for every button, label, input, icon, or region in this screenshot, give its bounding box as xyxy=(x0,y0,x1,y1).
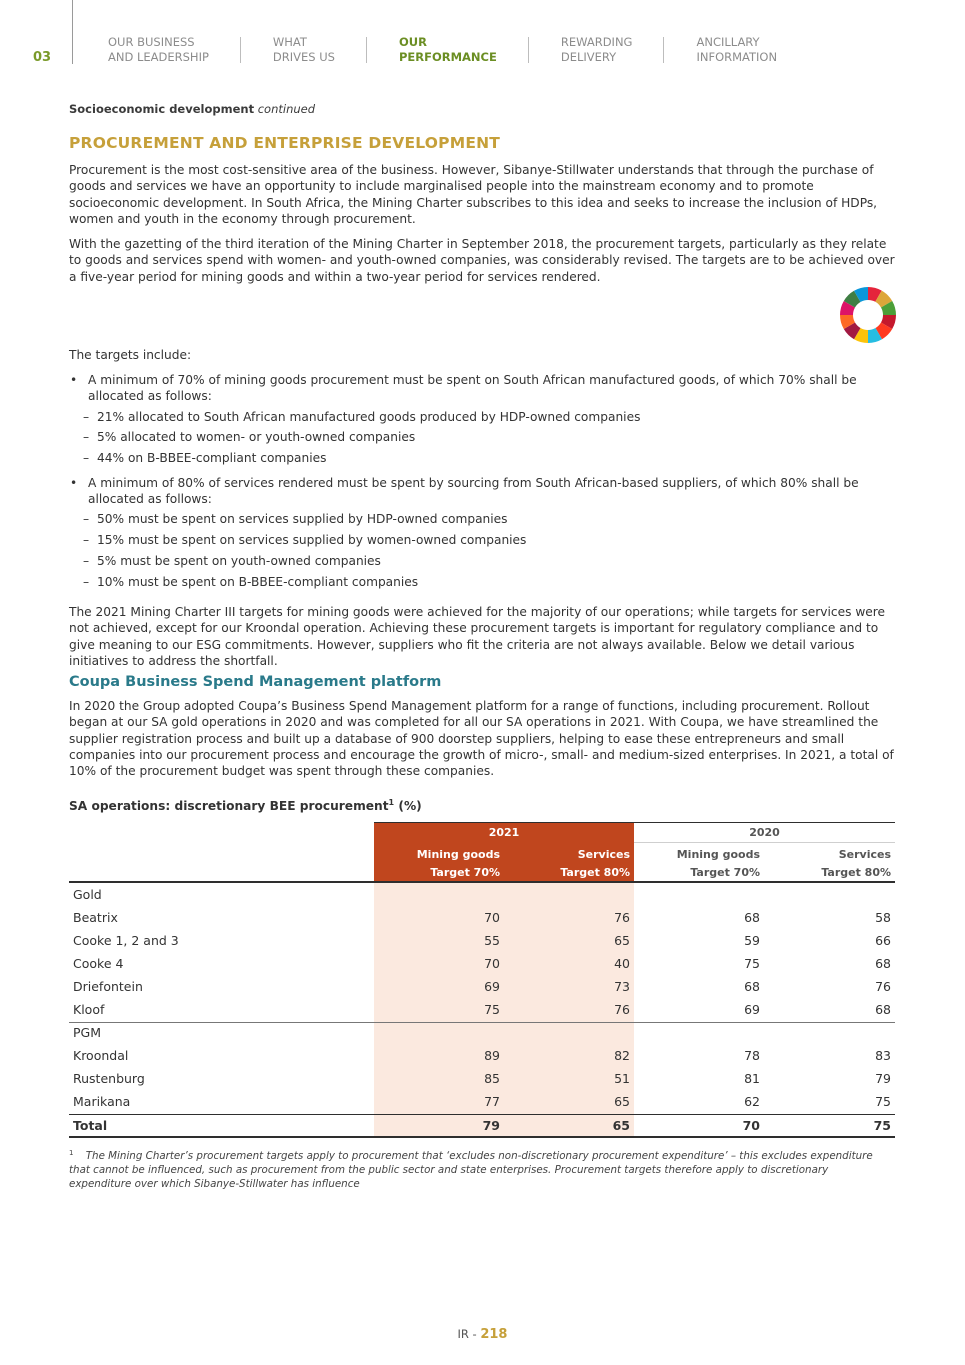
subsection-title: Coupa Business Spend Management platform xyxy=(69,674,442,690)
cell-value: 68 xyxy=(744,910,760,925)
nav-our-performance[interactable]: OUR PERFORMANCE xyxy=(399,35,529,65)
cell-value: 82 xyxy=(614,1048,630,1063)
cell-value: 79 xyxy=(875,1071,891,1086)
group-divider xyxy=(69,1022,895,1023)
row-label: Marikana xyxy=(73,1094,131,1109)
cell-value: 62 xyxy=(744,1094,760,1109)
page-number xyxy=(0,1327,965,1342)
cell-value: 65 xyxy=(614,933,630,948)
year-divider xyxy=(634,842,895,843)
cell-value: 76 xyxy=(875,979,891,994)
chapter-number: 03 xyxy=(33,50,52,65)
bullet-text: • A minimum of 70% of mining goods procurement must be spent on South African manufactured goods, of which 70% shall be allocated as follows: xyxy=(69,372,869,405)
row-label: Kroondal xyxy=(73,1048,129,1063)
paragraph-intro: Procurement is the most cost-sensitive area of the business. However, Sibanye-Stillwater understands that through the purchase of goods and services we have an opportunity to include marginalised people into the mainstream economy and to promote socioeconomic development. In South Africa, the Mining Charter subscribes to this idea and seeks to increase the inclusion of HDPs, women and youth in the economy through procurement. xyxy=(69,163,878,226)
cell-value: 81 xyxy=(744,1071,760,1086)
sub-bullet: – 5% allocated to women- or youth-owned companies xyxy=(69,429,897,445)
cell-value: 76 xyxy=(614,1002,630,1017)
cell-value: 75 xyxy=(873,1118,891,1133)
cell-value: 76 xyxy=(614,910,630,925)
cell-value: 79 xyxy=(482,1118,500,1133)
breadcrumb xyxy=(69,102,897,116)
breadcrumb-suffix: continued xyxy=(257,102,316,116)
paragraph-results: The 2021 Mining Charter III targets for mining goods were achieved for the majority of our operations; while targets for services were not achieved, except for our Kroondal operation. Achieving these procurement targets is important for regulatory compliance and to give meaning to our ESG commitments. However, suppliers who fit the criteria are not always available. Below we detail various initiatives to address the shortfall. xyxy=(69,605,886,668)
table-title xyxy=(69,798,897,813)
row-label: Driefontein xyxy=(73,979,143,994)
sub-bullet: – 21% allocated to South African manufactured goods produced by HDP-owned companies xyxy=(69,409,897,425)
sub-bullet: – 44% on B-BBEE-compliant companies xyxy=(69,450,897,466)
col-header: Mining goods xyxy=(676,848,760,861)
row-label: Beatrix xyxy=(73,910,118,925)
cell-value: 75 xyxy=(875,1094,891,1109)
row-label: Cooke 1, 2 and 3 xyxy=(73,933,179,948)
breadcrumb-section: Socioeconomic development xyxy=(69,102,255,116)
nav-ancillary-information[interactable]: ANCILLARY INFORMATION xyxy=(696,35,778,64)
page-title: PROCUREMENT AND ENTERPRISE DEVELOPMENT xyxy=(69,134,501,152)
cell-value: 69 xyxy=(484,979,500,994)
paragraph-charter: With the gazetting of the third iteration of the Mining Charter in September 2018, the procurement targets, particularly as they relate to goods and services spend with women- and youth-owned companies, was considerably revised. The targets are to be achieved over a five-year period for mining goods and within a two-year period for services rendered. xyxy=(69,237,895,284)
footnote xyxy=(69,1146,889,1191)
nav-what-drives-us[interactable]: WHAT DRIVES US xyxy=(273,35,367,65)
paragraph-coupa: In 2020 the Group adopted Coupa’s Business Spend Management platform for a range of functions, including procurement. Rollout began at our SA gold operations in 2020 and was completed for all our SA operations in 2021. With Coupa, we have streamlined the supplier registration process and built up a database of 900 doorstep suppliers, helping to ease these entrepreneurs and small companies into our procurement process and encourage the growth of micro-, small- and medium-sized enterprises. In 2021, a total of 10% of the procurement budget was spent through these companies. xyxy=(69,699,894,779)
nav-our-business[interactable]: OUR BUSINESS AND LEADERSHIP xyxy=(108,35,241,65)
col-target: Target 70% xyxy=(690,866,760,879)
targets-list xyxy=(69,372,897,598)
cell-value: 73 xyxy=(614,979,630,994)
cell-value: 69 xyxy=(744,1002,760,1017)
sub-bullet: – 50% must be spent on services supplied by HDP-owned companies xyxy=(69,511,897,527)
header-bottom-rule xyxy=(69,881,895,883)
table-top-rule xyxy=(374,822,895,823)
group-label-pgm: PGM xyxy=(73,1025,102,1040)
col-target: Target 70% xyxy=(430,866,500,879)
col-target: Target 80% xyxy=(821,866,891,879)
footnote-marker: 1 xyxy=(69,1149,74,1157)
row-label: Kloof xyxy=(73,1002,105,1017)
table-title-text: SA operations: discretionary BEE procurement xyxy=(69,799,389,814)
sub-bullet: – 10% must be spent on B-BBEE-compliant companies xyxy=(69,574,897,590)
row-label: Rustenburg xyxy=(73,1071,145,1086)
cell-value: 58 xyxy=(875,910,891,925)
cell-value: 55 xyxy=(484,933,500,948)
header-divider xyxy=(72,0,73,64)
row-label: Cooke 4 xyxy=(73,956,124,971)
cell-value: 70 xyxy=(484,910,500,925)
col-target: Target 80% xyxy=(560,866,630,879)
group-label-gold: Gold xyxy=(73,887,102,902)
cell-value: 68 xyxy=(875,956,891,971)
sub-bullet: – 5% must be spent on youth-owned companies xyxy=(69,553,897,569)
cell-value: 70 xyxy=(742,1118,760,1133)
cell-value: 68 xyxy=(744,979,760,994)
year-2021: 2021 xyxy=(488,826,520,839)
footnote-text: The Mining Charter’s procurement targets apply to procurement that ‘excludes non-discretionary procurement expenditure’ – this excludes expenditure that cannot be influenced, such as procurement from the public sector and state enterprises. Procurement targets therefore apply to discretionary expenditure over which Sibanye-Stillwater has influence xyxy=(69,1150,873,1191)
cell-value: 75 xyxy=(484,1002,500,1017)
bullet-text: • A minimum of 80% of services rendered must be spent by sourcing from South African-based suppliers, of which 80% shall be allocated as follows: xyxy=(69,475,869,508)
page-prefix: IR - xyxy=(457,1327,481,1341)
cell-value: 59 xyxy=(744,933,760,948)
cell-value: 77 xyxy=(484,1094,500,1109)
cell-value: 40 xyxy=(614,956,630,971)
chapter-nav xyxy=(108,35,777,65)
page-number-value: 218 xyxy=(480,1327,508,1342)
sdg-wheel-icon xyxy=(839,286,897,344)
year-2020: 2020 xyxy=(749,826,780,839)
cell-value: 85 xyxy=(484,1071,500,1086)
cell-value: 68 xyxy=(875,1002,891,1017)
list-item xyxy=(69,372,897,467)
list-item xyxy=(69,475,897,591)
cell-value: 78 xyxy=(744,1048,760,1063)
cell-value: 51 xyxy=(614,1071,630,1086)
cell-value: 75 xyxy=(744,956,760,971)
sub-bullet: – 15% must be spent on services supplied by women-owned companies xyxy=(69,532,897,548)
cell-value: 65 xyxy=(614,1094,630,1109)
cell-value: 70 xyxy=(484,956,500,971)
cell-value: 66 xyxy=(875,933,891,948)
table-bottom-rule xyxy=(69,1136,895,1138)
targets-intro: The targets include: xyxy=(69,348,192,362)
col-header: Services xyxy=(577,848,630,861)
total-top-rule xyxy=(69,1114,895,1115)
col-header: Mining goods xyxy=(416,848,500,861)
table-title-footnote-ref: 1 xyxy=(388,798,395,807)
cell-value: 83 xyxy=(875,1048,891,1063)
cell-value: 65 xyxy=(612,1118,630,1133)
table-title-unit: (%) xyxy=(394,799,422,814)
cell-value: 89 xyxy=(484,1048,500,1063)
col-header: Services xyxy=(838,848,891,861)
nav-rewarding-delivery[interactable]: REWARDING DELIVERY xyxy=(561,35,665,65)
row-label: Total xyxy=(73,1118,108,1133)
